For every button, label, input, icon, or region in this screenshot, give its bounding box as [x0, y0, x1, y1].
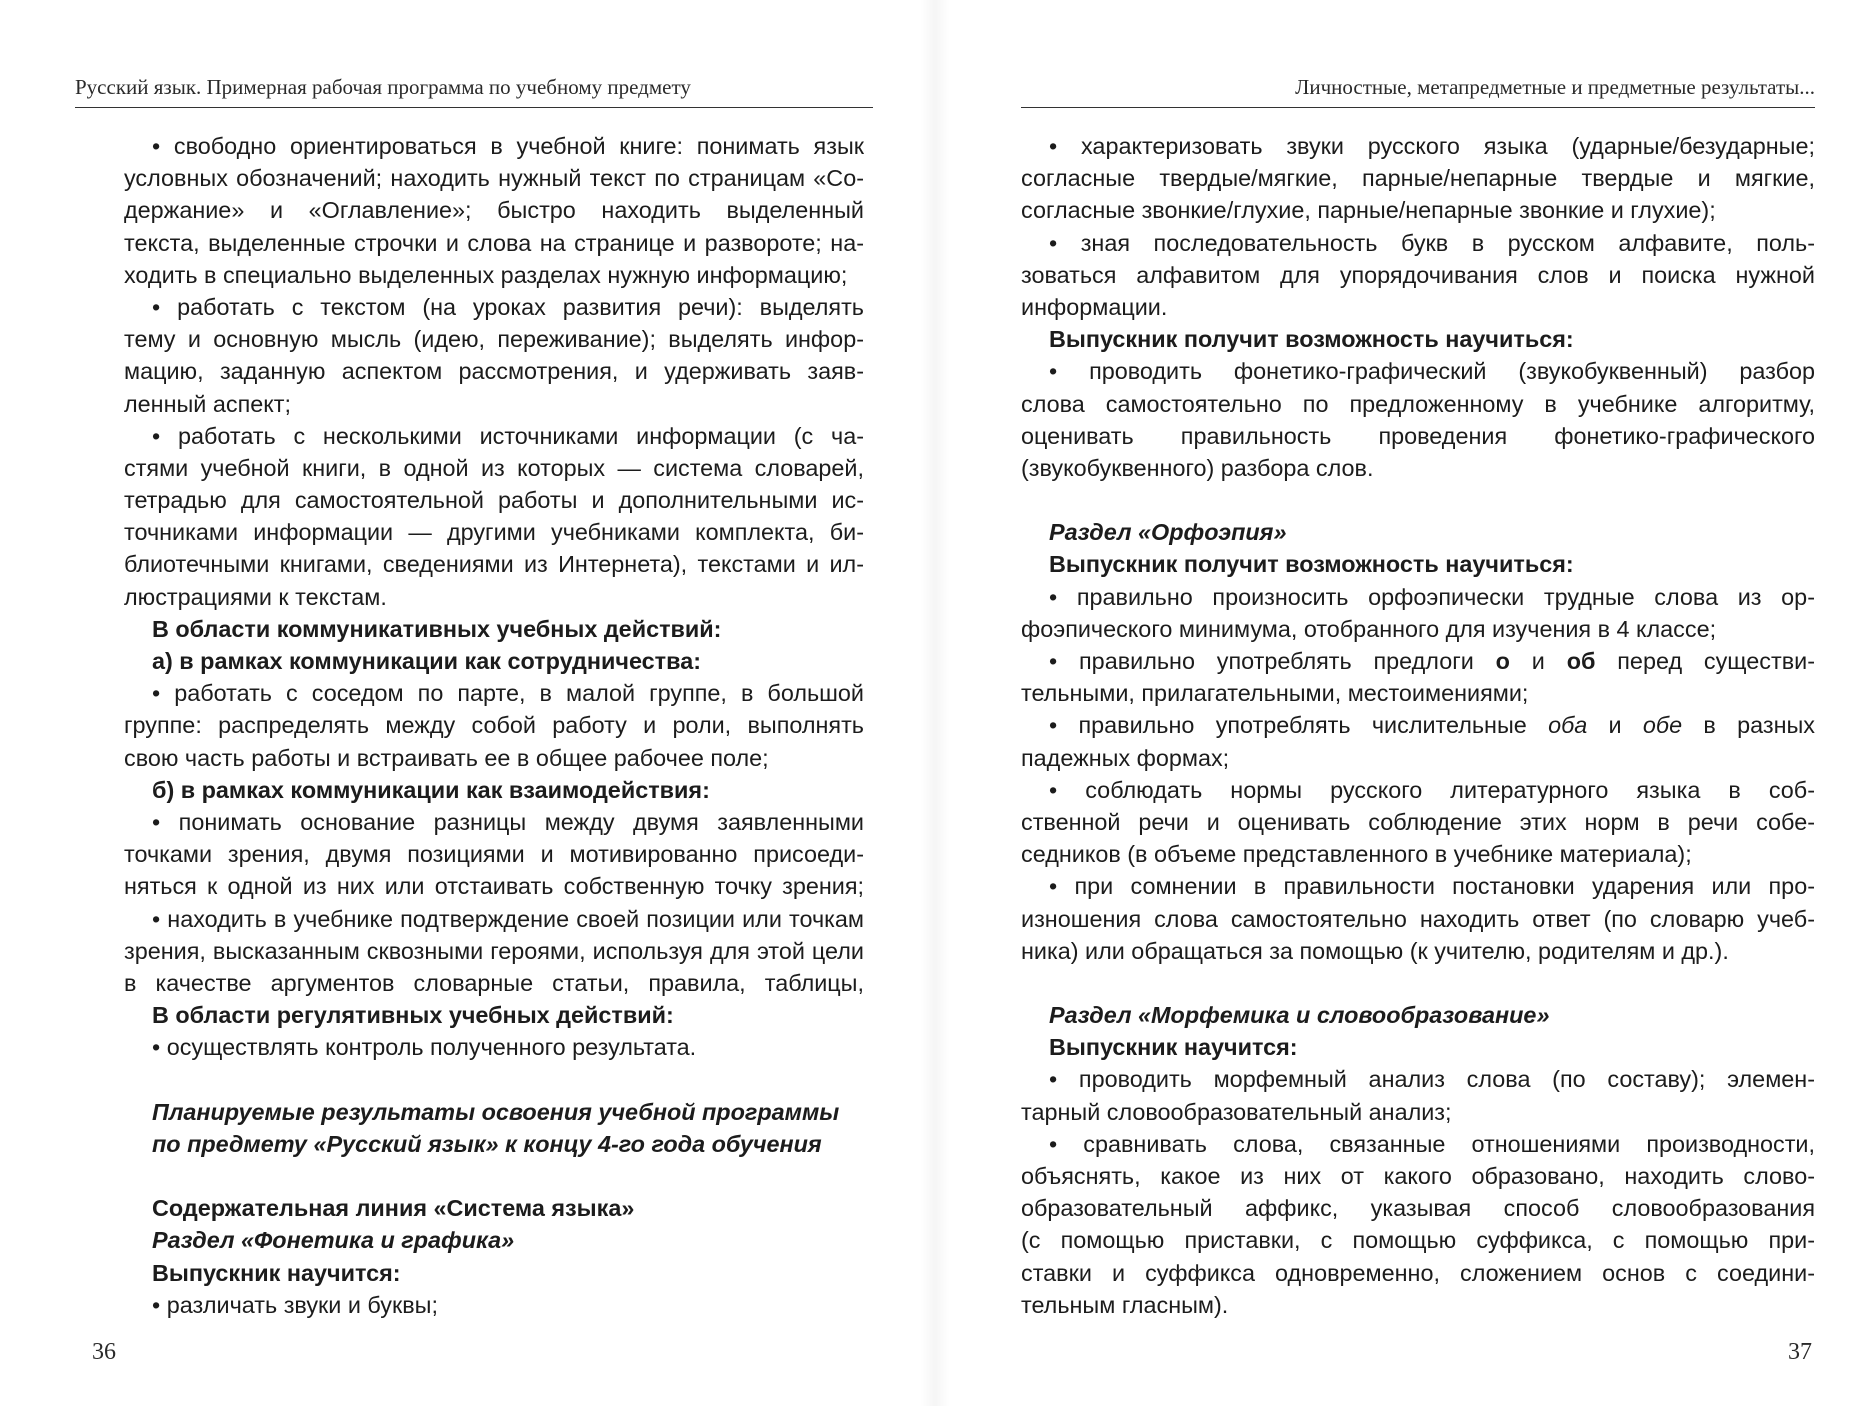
- text-line: объяснять, какое из них от какого образовано, находить слово-: [1021, 1163, 1815, 1189]
- text-line: • характеризовать звуки русского языка (ударные/безударные;: [1049, 133, 1815, 159]
- text-line: согласные звонкие/глухие, парные/непарные звонкие и глухие);: [1021, 197, 1716, 224]
- heading-line: Выпускник научится:: [152, 1259, 401, 1286]
- text-line: изношения слова самостоятельно находить ответ (по словарю учеб-: [1021, 905, 1815, 932]
- heading-line: В области регулятивных учебных действий:: [152, 1002, 674, 1029]
- text-line: ственной речи и оценивать соблюдение этих норм в речи собе-: [1021, 808, 1815, 835]
- text-line: текста, выделенные строчки и слова на странице и развороте; на-: [124, 229, 864, 256]
- emphasis-word: оба: [1548, 712, 1588, 739]
- text-line: (звукобуквенного) разбора слов.: [1021, 454, 1374, 481]
- heading-line: а) в рамках коммуникации как сотрудничества:: [152, 648, 702, 674]
- text-line: • работать с несколькими источниками информации (с ча-: [152, 422, 864, 449]
- heading-line: Выпускник научится:: [1049, 1034, 1298, 1061]
- text-line: условных обозначений; находить нужный текст по страницам «Со-: [124, 165, 864, 192]
- text-line: люстрациями к текстам.: [124, 583, 387, 610]
- blank-line: [124, 1063, 864, 1095]
- heading-line: Раздел «Фонетика и графика»: [152, 1227, 515, 1254]
- text-line: падежных формах;: [1021, 744, 1230, 771]
- right-page: [935, 0, 1869, 1406]
- text-line: • правильно употреблять числительные оба и обе в разных: [1049, 712, 1815, 739]
- text-line: • работать с соседом по парте, в малой группе, в большой: [152, 680, 864, 707]
- text-line: • различать звуки и буквы;: [152, 1291, 438, 1318]
- text-line: тельными, прилагательными, местоимениями;: [1021, 680, 1529, 707]
- text-line: • соблюдать нормы русского литературного языка в соб-: [1049, 776, 1815, 803]
- body-text: [124, 130, 864, 1321]
- running-header: Русский язык. Примерная рабочая программа по учебному предмету: [75, 75, 691, 99]
- text-line: ставки и суффикса одновременно, сложением основ с соедини-: [1021, 1259, 1815, 1286]
- text-line: • проводить фонетико-графический (звукобуквенный) разбор: [1049, 358, 1815, 385]
- text-line: тетрадью для самостоятельной работы и дополнительными ис-: [124, 487, 864, 514]
- text-line: точниками информации — другими учебниками комплекта, би-: [124, 519, 864, 546]
- header-rule: [1021, 107, 1815, 108]
- text-line: согласные твердые/мягкие, парные/непарные твердые и мягкие,: [1021, 165, 1815, 192]
- text-line: стями учебной книги, в одной из которых — система словарей,: [124, 454, 864, 481]
- text-line: слова самостоятельно по предложенному в учебнике алгоритму,: [1021, 390, 1815, 417]
- heading-line: б) в рамках коммуникации как взаимодействия:: [152, 776, 710, 803]
- text-line: точками зрения, двумя позициями и мотивированно присоеди-: [124, 841, 864, 868]
- heading-line: Выпускник получит возможность научиться:: [1049, 551, 1574, 578]
- text-line: тельным гласным).: [1021, 1291, 1229, 1318]
- emphasis-word: о: [1495, 648, 1510, 674]
- text-line: • правильно употреблять предлоги о и об перед существи-: [1049, 648, 1815, 674]
- text-line: • проводить морфемный анализ слова (по составу); элемен-: [1049, 1066, 1815, 1093]
- text-line: информации.: [1021, 293, 1168, 320]
- text-line: • находить в учебнике подтверждение своей позиции или точкам: [152, 905, 864, 932]
- text-line: держание» и «Оглавление»; быстро находить выделенный: [124, 197, 864, 224]
- blank-line: [124, 1160, 864, 1192]
- blank-line: [1021, 484, 1815, 516]
- text-line: зрения, высказанным сквозными героями, используя для этой цели: [124, 937, 864, 964]
- text-line: • свободно ориентироваться в учебной книге: понимать язык: [152, 133, 864, 159]
- heading-line: Раздел «Морфемика и словообразование»: [1049, 1002, 1550, 1029]
- text-line: свою часть работы и встраивать ее в общее рабочее поле;: [124, 744, 769, 771]
- text-line: фоэпического минимума, отобранного для изучения в 4 классе;: [1021, 615, 1717, 642]
- text-line: седников (в объеме представленного в учебнике материала);: [1021, 841, 1692, 868]
- blank-line: [1021, 967, 1815, 999]
- emphasis-word: об: [1566, 648, 1596, 674]
- text-line: ходить в специально выделенных разделах нужную информацию;: [124, 261, 848, 288]
- text-line: • зная последовательность букв в русском алфавите, поль-: [1049, 229, 1815, 256]
- text-line: блиотечными книгами, сведениями из Интернета), текстами и ил-: [124, 551, 864, 578]
- page-number: 36: [92, 1339, 116, 1365]
- heading-line: Раздел «Орфоэпия»: [1049, 519, 1287, 546]
- emphasis-word: обе: [1642, 712, 1683, 739]
- text-line: • правильно произносить орфоэпически трудные слова из ор-: [1049, 583, 1815, 610]
- heading-line: по предмету «Русский язык» к концу 4-го года обучения: [152, 1130, 822, 1157]
- heading-line: Содержательная линия «Система языка»: [152, 1195, 635, 1222]
- book-gutter: [920, 0, 950, 1406]
- text-line: образовательный аффикс, указывая способ словообразования: [1021, 1195, 1815, 1222]
- text-line: • осуществлять контроль полученного результата.: [152, 1034, 697, 1061]
- text-line: ника) или обращаться за помощью (к учителю, родителям и др.).: [1021, 937, 1729, 964]
- page-number: 37: [1788, 1339, 1812, 1365]
- heading-line: Планируемые результаты освоения учебной программы: [152, 1098, 840, 1125]
- heading-line: В области коммуникативных учебных действий:: [152, 615, 722, 642]
- text-line: (с помощью приставки, с помощью суффикса, с помощью при-: [1021, 1227, 1815, 1254]
- text-line: в качестве аргументов словарные статьи, правила, таблицы,: [124, 969, 864, 996]
- text-line: тему и основную мысль (идею, переживание); выделять инфор-: [124, 326, 864, 353]
- text-line: зоваться алфавитом для упорядочивания слов и поиска нужной: [1021, 261, 1815, 288]
- text-line: • сравнивать слова, связанные отношениями производности,: [1049, 1130, 1815, 1157]
- text-line: группе: распределять между собой работу и роли, выполнять: [124, 712, 864, 739]
- text-line: мацию, заданную аспектом рассмотрения, и удерживать заяв-: [124, 358, 864, 385]
- heading-line: Выпускник получит возможность научиться:: [1049, 326, 1574, 353]
- header-rule: [75, 107, 873, 108]
- running-header: Личностные, метапредметные и предметные результаты...: [1295, 75, 1815, 99]
- body-text: [1021, 130, 1815, 1321]
- text-line: • понимать основание разницы между двумя заявленными: [152, 808, 864, 835]
- text-line: оценивать правильность проведения фонетико-графического: [1021, 422, 1815, 449]
- text-line: тарный словообразовательный анализ;: [1021, 1098, 1452, 1125]
- text-line: няться к одной из них или отстаивать собственную точку зрения;: [124, 873, 864, 900]
- text-line: • работать с текстом (на уроках развития речи): выделять: [152, 293, 864, 320]
- text-line: ленный аспект;: [124, 390, 291, 417]
- text-line: • при сомнении в правильности постановки ударения или про-: [1049, 873, 1815, 900]
